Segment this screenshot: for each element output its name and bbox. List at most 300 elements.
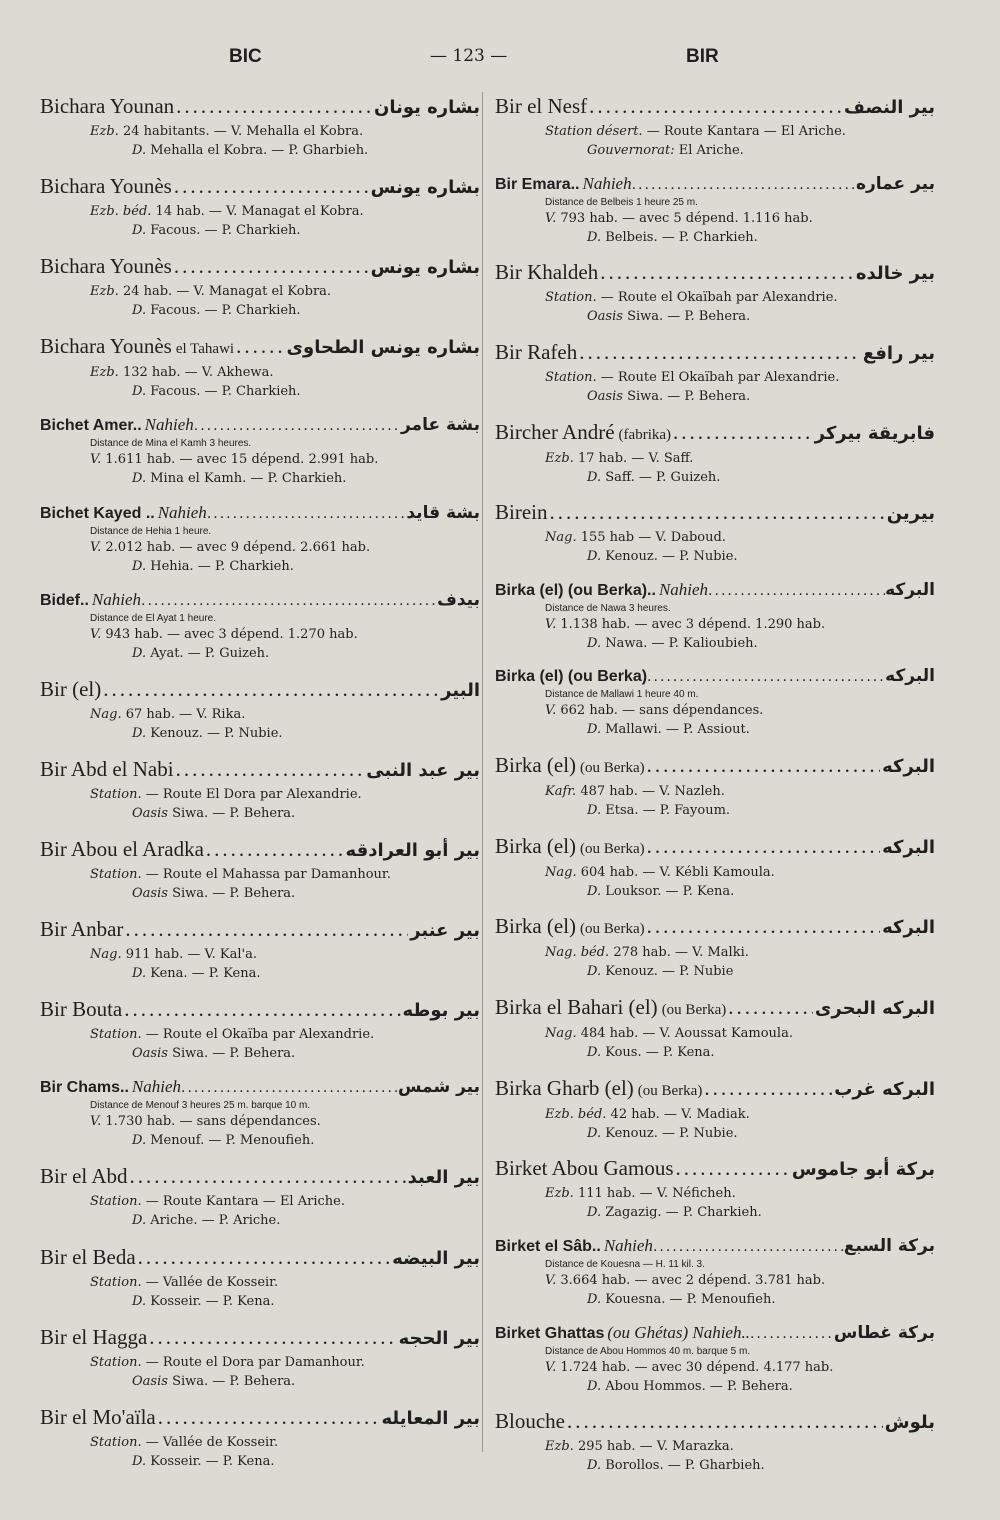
entry <box>495 338 935 406</box>
detail-key: D. <box>132 558 147 574</box>
detail-key: Oasis <box>132 805 168 821</box>
detail-value: — Route Kantara — El Ariche. <box>646 124 846 139</box>
entry-title <box>495 498 935 528</box>
detail-key: Station. <box>545 369 597 385</box>
entry-title <box>40 755 480 785</box>
detail-key: Station désert. <box>545 124 643 139</box>
distance-note: Distance de Kouesna — H. 11 kil. 3. <box>545 1258 705 1270</box>
detail-line <box>495 528 935 547</box>
detail-value: Kenouz. — P. Nubie <box>605 964 734 980</box>
detail-value: — Route el Dora par Damanhour. <box>145 1354 365 1370</box>
detail-value: Etsa. — P. Fayoum. <box>605 803 731 819</box>
detail-key: Station. <box>90 866 142 882</box>
detail-line <box>495 782 935 801</box>
detail-line <box>40 1192 480 1211</box>
detail-line <box>495 962 935 981</box>
entry-qualifier: Nahieh <box>157 502 207 522</box>
entry-name: Bichara Younès <box>40 334 172 359</box>
entry <box>495 578 935 653</box>
entry-name: Bir Abd el Nabi <box>40 756 174 781</box>
entry-qualifier: el Tahawi <box>175 341 235 358</box>
detail-line <box>40 557 480 576</box>
detail-line <box>40 202 480 221</box>
detail-key: D. <box>132 303 147 319</box>
distance-note: Distance de Mina el Kamh 3 heures. <box>90 438 252 450</box>
detail-key: D. <box>132 1133 147 1149</box>
detail-key: Ezb. béd. <box>90 204 152 220</box>
detail-key: Kafr. <box>545 784 577 800</box>
detail-line <box>495 943 935 962</box>
entry-title <box>40 172 480 202</box>
detail-line <box>40 221 480 240</box>
arabic-name: البركه <box>882 756 935 778</box>
entry-title <box>495 258 935 288</box>
detail-key: D. <box>587 803 602 819</box>
detail-value: Kenouz. — P. Nubie. <box>605 549 738 565</box>
detail-value: — Vallée de Kosseir. <box>145 1274 279 1290</box>
detail-value: — Route Kantara — El Ariche. <box>145 1194 345 1210</box>
detail-value: Mallawi. — P. Assiout. <box>605 722 750 738</box>
leader-dots <box>647 751 881 779</box>
entry-title <box>40 1075 480 1100</box>
detail-key: Oasis <box>587 388 623 404</box>
detail-value: El Ariche. <box>678 143 744 158</box>
entry-title <box>40 675 480 705</box>
entry-title <box>40 1243 480 1273</box>
page-number: — 123 — <box>430 46 508 66</box>
leader-dots <box>728 993 813 1021</box>
detail-key: Ezb. <box>545 1439 574 1455</box>
detail-key: D. <box>587 1458 602 1474</box>
arabic-name: بركة أبو جاموس <box>791 1159 935 1181</box>
arabic-name: البركه غرب <box>834 1078 935 1100</box>
entry-title <box>495 172 935 197</box>
leader-dots <box>141 589 437 613</box>
entry-title <box>495 578 935 603</box>
detail-value: 278 hab. — V. Malki. <box>613 945 749 961</box>
arabic-name: فابريقة بيركر <box>814 422 935 444</box>
leader-dots <box>206 835 344 863</box>
leader-dots <box>207 502 407 526</box>
detail-value: 911 hab. — V. Kal'a. <box>125 947 257 963</box>
entry-title <box>495 1407 935 1437</box>
entry-title <box>495 664 935 689</box>
leader-dots <box>174 252 369 280</box>
entry <box>495 1321 935 1396</box>
entry-name: Bir el Nesf <box>495 94 588 118</box>
distance-note: Distance de Abou Hommos 40 m. barque 5 m. <box>545 1345 751 1357</box>
detail-key: V. <box>90 1114 102 1130</box>
entry-title <box>40 1323 480 1353</box>
detail-line <box>495 701 935 720</box>
arabic-name: البركه <box>882 836 935 858</box>
detail-key: D. <box>132 645 147 661</box>
entry-title <box>495 912 935 943</box>
detail-line <box>40 141 480 160</box>
detail-value: 1.724 hab. — avec 30 dépend. 4.177 hab. <box>560 1359 834 1375</box>
detail-key: V. <box>545 210 557 226</box>
entry <box>495 1234 935 1309</box>
detail-line <box>40 1025 480 1044</box>
entry-title <box>40 995 480 1025</box>
detail-value: 2.012 hab. — avec 9 dépend. 2.661 hab. <box>105 539 371 555</box>
entry <box>495 92 935 160</box>
entry-qualifier: (ou Berka) <box>580 840 645 857</box>
detail-key: V. <box>90 452 102 468</box>
entry <box>40 835 480 903</box>
entry-title <box>40 835 480 865</box>
detail-line <box>40 1452 480 1471</box>
detail-value: — Route el Okaïba par Alexandrie. <box>145 1027 375 1043</box>
entry-title <box>495 1154 935 1184</box>
detail-value: 42 hab. — V. Madiak. <box>610 1106 750 1122</box>
entry-name: Bir Khaldeh <box>495 260 599 285</box>
arabic-name: بشاره يونس <box>370 257 480 279</box>
detail-value: 484 hab. — V. Aoussat Kamoula. <box>580 1026 793 1042</box>
detail-key: Oasis <box>132 885 168 901</box>
detail-key: V. <box>545 703 557 719</box>
entry-name: Birka el Bahari (el) <box>495 995 658 1020</box>
detail-line <box>40 705 480 724</box>
leader-dots <box>124 995 400 1023</box>
entry <box>40 1075 480 1150</box>
detail-value: Mina el Kamh. — P. Charkieh. <box>150 471 347 487</box>
entry <box>40 172 480 240</box>
arabic-name: بشة قايد <box>406 502 480 523</box>
arabic-name: بير العبد <box>407 1167 480 1189</box>
detail-key: Station. <box>90 1194 142 1210</box>
page-header <box>0 46 1000 76</box>
header-left-keyword: BIC <box>229 46 262 67</box>
entry <box>40 501 480 576</box>
arabic-name: بركة غطاس <box>833 1322 935 1343</box>
distance-note: Distance de Mallawi 1 heure 40 m. <box>545 689 699 701</box>
detail-line <box>40 469 480 488</box>
detail-value: 943 hab. — avec 3 dépend. 1.270 hab. <box>105 626 358 642</box>
arabic-name: بير شمس <box>398 1077 480 1098</box>
entry-name: Birka (el) <box>495 753 577 778</box>
detail-key: Nag. <box>90 947 122 963</box>
detail-value: Kena. — P. Kena. <box>150 966 261 982</box>
detail-line <box>495 1203 935 1222</box>
detail-value: 67 hab. — V. Rika. <box>125 706 246 722</box>
entry-name: Bir Bouta <box>40 997 123 1022</box>
detail-value: Siwa. — P. Behera. <box>627 388 751 404</box>
entry-qualifier: Nahieh <box>603 1235 653 1255</box>
entry-title <box>40 501 480 526</box>
detail-key: D. <box>132 1213 147 1229</box>
detail-key: V. <box>90 626 102 642</box>
detail-value: 604 hab. — V. Kébli Kamoula. <box>580 864 775 880</box>
detail-line <box>495 1105 935 1124</box>
detail-line <box>495 368 935 387</box>
detail-key: D. <box>132 471 147 487</box>
entry-qualifier: Nahieh <box>131 1077 182 1097</box>
left-column <box>40 92 480 1483</box>
detail-value: — Route el Mahassa par Damanhour. <box>145 866 391 882</box>
detail-line <box>40 1273 480 1292</box>
entry-qualifier: (ou Ghétas) Nahieh.. <box>607 1322 750 1342</box>
detail-key: Oasis <box>132 1046 168 1062</box>
detail-line <box>40 1131 480 1150</box>
detail-key: V. <box>545 616 557 632</box>
entry-title <box>40 588 480 613</box>
leader-dots <box>194 414 401 438</box>
detail-value: — Route El Okaïbah par Alexandrie. <box>600 369 840 385</box>
header-right-keyword: BIR <box>686 46 719 67</box>
detail-key: V. <box>90 539 102 555</box>
detail-line <box>40 1353 480 1372</box>
entry <box>40 1243 480 1311</box>
detail-key: D. <box>132 725 147 741</box>
entry-title <box>40 915 480 945</box>
detail-value: Kosseir. — P. Kena. <box>150 1453 275 1469</box>
entry-qualifier: (ou Berka) <box>637 1082 703 1099</box>
detail-value: 295 hab. — V. Marazka. <box>577 1439 734 1455</box>
entry-name: Bir Chams.. <box>40 1079 129 1097</box>
entry <box>40 915 480 983</box>
entry-name: Bir el Beda <box>40 1244 136 1269</box>
detail-value: Ayat. — P. Guizeh. <box>150 645 270 661</box>
detail-key: D. <box>132 966 147 982</box>
detail-line <box>40 884 480 903</box>
detail-line <box>495 547 935 566</box>
entry-qualifier: Nahieh <box>582 173 632 193</box>
arabic-name: بير المعايله <box>381 1407 480 1429</box>
leader-dots <box>632 173 856 197</box>
entry-name: Bichet Kayed .. <box>40 504 155 522</box>
detail-line <box>495 1456 935 1475</box>
detail-value: 662 hab. — sans dépendances. <box>560 703 764 719</box>
detail-value: 487 hab. — V. Nazleh. <box>580 784 725 800</box>
entry-qualifier: (ou Berka) <box>580 760 645 777</box>
entry <box>40 588 480 663</box>
leader-dots <box>579 338 861 366</box>
entry <box>40 675 480 743</box>
detail-value: Kous. — P. Kena. <box>605 1045 715 1061</box>
detail-line <box>40 382 480 401</box>
entry-title <box>40 1403 480 1433</box>
detail-key: Nag. <box>545 530 577 546</box>
detail-key: Station. <box>90 1354 142 1370</box>
detail-key: D. <box>587 469 602 485</box>
leader-dots <box>125 915 408 943</box>
leader-dots <box>567 1407 883 1435</box>
entry-title <box>495 1234 935 1259</box>
entry <box>40 755 480 823</box>
entry-name: Blouche <box>495 1409 565 1434</box>
entry-name: Bir el Hagga <box>40 1324 148 1349</box>
leader-dots <box>676 1154 790 1182</box>
detail-line <box>495 141 935 160</box>
detail-line <box>495 307 935 326</box>
column-divider <box>482 92 483 1452</box>
detail-key: D. <box>587 722 602 738</box>
arabic-name: بيرين <box>886 503 935 525</box>
detail-key: D. <box>587 1378 602 1394</box>
detail-value: Facous. — P. Charkieh. <box>150 223 301 239</box>
entry <box>40 1403 480 1471</box>
entry-title <box>40 252 480 282</box>
entry <box>495 1407 935 1475</box>
leader-dots <box>176 92 372 120</box>
entry <box>40 252 480 320</box>
detail-line <box>495 1271 935 1290</box>
detail-line <box>495 387 935 406</box>
detail-value: 793 hab. — avec 5 dépend. 1.116 hab. <box>560 210 813 226</box>
entry-title <box>495 338 935 368</box>
detail-line <box>495 1024 935 1043</box>
detail-key: Gouvernorat: <box>587 143 675 158</box>
distance-note: Distance de Hehia 1 heure. <box>90 525 212 537</box>
detail-value: Siwa. — P. Behera. <box>172 885 296 901</box>
detail-value: Abou Hommos. — P. Behera. <box>605 1378 793 1394</box>
entry-name: Bir Anbar <box>40 917 124 942</box>
arabic-name: بشاره يونس الطحاوى <box>286 337 480 359</box>
detail-line <box>40 122 480 141</box>
detail-key: Nag. <box>90 706 122 722</box>
detail-value: Kenouz. — P. Nubie. <box>150 725 283 741</box>
detail-line <box>495 288 935 307</box>
entry-title <box>40 1162 480 1192</box>
entry-name: Birket Abou Gamous <box>495 1156 674 1181</box>
detail-value: 14 hab. — V. Managat el Kobra. <box>155 204 364 220</box>
leader-dots <box>176 755 365 783</box>
entry <box>495 258 935 326</box>
arabic-name: بير النصف <box>843 97 935 118</box>
detail-value: 155 hab — V. Daboud. <box>580 530 726 546</box>
leader-dots <box>149 1323 396 1351</box>
detail-key: D. <box>587 1125 602 1141</box>
entry <box>40 1162 480 1230</box>
detail-key: D. <box>132 1293 147 1309</box>
detail-value: Facous. — P. Charkieh. <box>150 303 301 319</box>
detail-line <box>495 882 935 901</box>
entry <box>40 995 480 1063</box>
detail-line <box>40 865 480 884</box>
detail-value: 17 hab. — V. Saff. <box>577 450 694 466</box>
arabic-name: بشة عامر <box>400 415 480 436</box>
entry <box>40 332 480 401</box>
entry-name: Bichara Younan <box>40 94 175 118</box>
detail-value: 3.664 hab. — avec 2 dépend. 3.781 hab. <box>560 1272 826 1288</box>
detail-line <box>40 363 480 382</box>
entry <box>40 1323 480 1391</box>
entry-title <box>495 1074 935 1105</box>
detail-key: Ezb. <box>90 284 119 300</box>
detail-value: Kenouz. — P. Nubie. <box>605 1125 738 1141</box>
detail-key: Nag. béd. <box>545 945 610 961</box>
detail-line <box>495 1124 935 1143</box>
arabic-name: بير عنبر <box>410 920 480 942</box>
detail-line <box>40 1433 480 1452</box>
entry-name: Birka (el) <box>495 833 577 858</box>
detail-key: Ezb. <box>545 1186 574 1202</box>
leader-dots <box>589 92 842 120</box>
arabic-name: بير رافع <box>862 342 935 364</box>
detail-key: Station. <box>545 290 597 306</box>
detail-key: D. <box>587 229 602 245</box>
detail-value: 1.611 hab. — avec 15 dépend. 2.991 hab. <box>105 452 379 468</box>
entry-name: Birket Ghattas <box>495 1324 605 1342</box>
entry-title <box>495 993 935 1024</box>
detail-line <box>495 1290 935 1309</box>
detail-value: Siwa. — P. Behera. <box>172 805 296 821</box>
detail-value: Mehalla el Kobra. — P. Gharbieh. <box>150 143 369 158</box>
detail-line <box>40 282 480 301</box>
leader-dots <box>704 1074 832 1102</box>
entry <box>495 664 935 739</box>
leader-dots <box>647 832 881 860</box>
detail-value: 1.730 hab. — sans dépendances. <box>105 1114 321 1130</box>
entry-name: Bir el Mo'aïla <box>40 1404 156 1429</box>
entry-title <box>495 832 935 863</box>
detail-value: Siwa. — P. Behera. <box>172 1046 296 1062</box>
detail-value: Ariche. — P. Ariche. <box>150 1213 281 1229</box>
entry <box>495 993 935 1062</box>
detail-value: Borollos. — P. Gharbieh. <box>605 1458 765 1474</box>
detail-line <box>495 1377 935 1396</box>
entry <box>495 832 935 901</box>
detail-key: V. <box>545 1272 557 1288</box>
detail-line <box>495 1043 935 1062</box>
entry-name: Bir (el) <box>40 676 102 701</box>
arabic-name: بير خالده <box>855 263 935 285</box>
arabic-name: البركه البحرى <box>814 998 935 1020</box>
distance-note: Distance de Menouf 3 heures 25 m. barque 10 m. <box>90 1100 311 1112</box>
detail-value: Kouesna. — P. Menoufieh. <box>605 1291 776 1307</box>
arabic-name: بير بوطه <box>402 1000 480 1022</box>
detail-line <box>40 450 480 469</box>
entry <box>495 912 935 981</box>
arabic-name: بيدف <box>437 589 480 610</box>
detail-line <box>40 964 480 983</box>
entry-name: Bir Abou el Aradka <box>40 836 204 861</box>
leader-dots <box>750 1322 834 1346</box>
entry-name: Birein <box>495 500 548 525</box>
leader-dots <box>103 675 439 703</box>
arabic-name: البير <box>441 679 480 701</box>
detail-value: Belbeis. — P. Charkieh. <box>605 229 758 245</box>
entry-qualifier: (ou Berka) <box>661 1002 727 1019</box>
leader-dots <box>647 912 881 940</box>
detail-key: V. <box>545 1359 557 1375</box>
detail-value: Siwa. — P. Behera. <box>172 1373 296 1389</box>
detail-key: D. <box>587 1205 602 1221</box>
leader-dots <box>708 579 885 603</box>
entry-qualifier: Nahieh <box>91 589 141 609</box>
arabic-name: بركة السبع <box>843 1235 935 1256</box>
detail-line <box>495 863 935 882</box>
detail-line <box>495 122 935 141</box>
arabic-name: بلوش <box>884 1412 935 1434</box>
detail-line <box>40 1112 480 1131</box>
detail-key: Station. <box>90 786 142 802</box>
detail-value: 1.138 hab. — avec 3 dépend. 1.290 hab. <box>560 616 826 632</box>
detail-line <box>40 1292 480 1311</box>
leader-dots <box>158 1403 380 1431</box>
entry <box>495 751 935 820</box>
detail-value: Kosseir. — P. Kena. <box>150 1293 275 1309</box>
detail-line <box>495 1437 935 1456</box>
entry-name: Bir Rafeh <box>495 339 578 364</box>
detail-line <box>495 228 935 247</box>
leader-dots <box>130 1162 406 1190</box>
arabic-name: البركه <box>885 579 935 600</box>
entry-qualifier: Nahieh <box>144 415 194 435</box>
entry <box>40 92 480 160</box>
detail-key: Ezb. béd. <box>545 1106 607 1122</box>
